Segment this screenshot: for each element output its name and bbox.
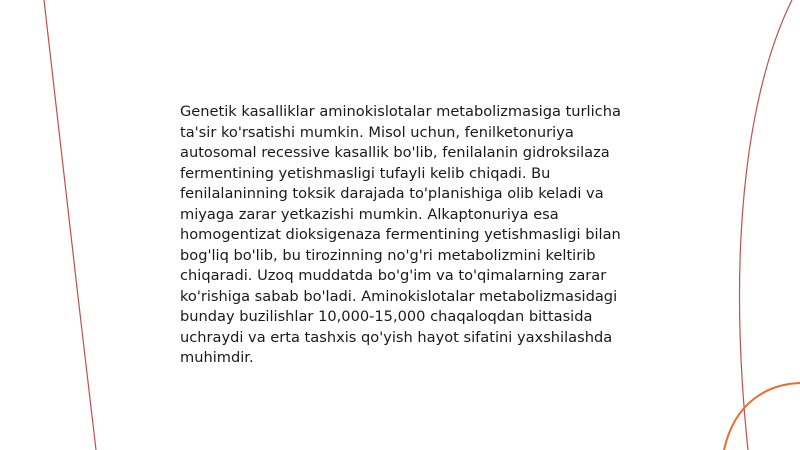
body-paragraph: Genetik kasalliklar aminokislotalar metabolizmasiga turlicha ta'sir ko'rsatishi mumkin. Misol uchun, fenilketonuriya autosomal recessive kasallik bo'lib, fenilalanin gidroksilaza fermentining yetishmasligi tufayli kelib chiqadi. Bu fenilalaninning toksik darajada to'planishiga olib keladi va miyaga zarar yetkazishi mumkin. Alkaptonuriya esa homogentizat dioksigenaza fermentining yetishmasligi bilan bog'liq bo'lib, bu tirozinning no'g'ri metabolizmini keltirib chiqaradi. Uzoq muddatda bo'g'im va to'qimalarning zarar ko'rishiga sabab bo'ladi. Aminokislotalar metabolizmasidagi bunday buzilishlar 10,000-15,000 chaqaloqdan bittasida uchraydi va erta tashxis qo'yish hayot sifatini yaxshilashda muhimdir.	[180, 103, 621, 366]
right-decorative-curve	[740, 0, 792, 450]
left-decorative-curve	[44, 0, 96, 450]
orange-accent-curve	[724, 383, 800, 450]
